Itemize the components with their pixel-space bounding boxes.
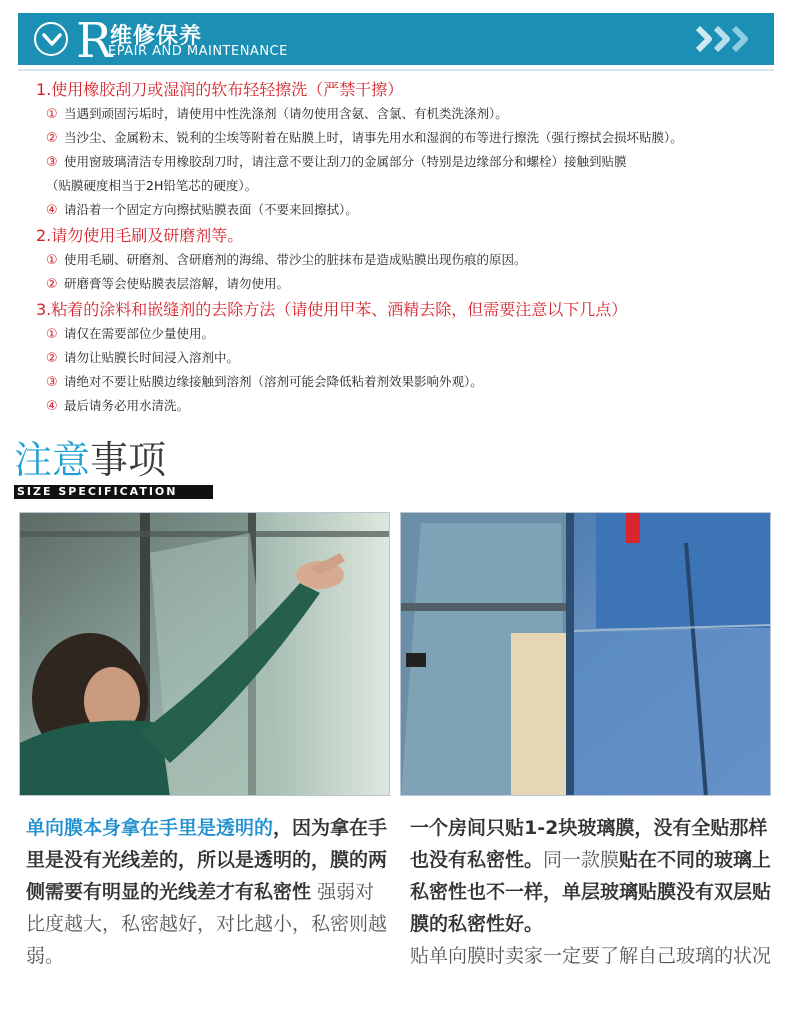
- maintenance-instructions: [36, 76, 776, 418]
- chevron-down-icon: [34, 22, 68, 56]
- section-banner: [18, 13, 774, 69]
- list-item: ② 研磨膏等会使贴膜表层溶解，请勿使用。: [46, 276, 290, 292]
- banner-title-cn: 维修保养: [110, 24, 203, 49]
- instruction-heading-3: 3.粘着的涂料和嵌缝剂的去除方法（请使用甲苯、酒精去除，但需要注意以下几点）: [36, 300, 628, 319]
- list-item: ④ 最后请务必用水清洗。: [46, 398, 190, 414]
- list-item: （贴膜硬度相当于2H铅笔芯的硬度）。: [46, 178, 258, 193]
- list-item: ① 使用毛刷、研磨剂、含研磨剂的海绵、带沙尘的脏抹布是造成贴膜出现伤痕的原因。: [46, 252, 527, 268]
- list-item: ② 当沙尘、金属粉末、锐利的尘埃等附着在贴膜上时，请事先用水和湿润的布等进行擦洗（强行擦拭会损坏贴膜）。: [46, 130, 683, 146]
- instruction-heading-1: 1.使用橡胶刮刀或湿润的软布轻轻擦洗（严禁干擦）: [36, 80, 404, 99]
- photo-glass-panels: [400, 512, 771, 796]
- instruction-heading-2: 2.请勿使用毛刷及研磨剂等。: [36, 226, 244, 245]
- divider: [18, 69, 774, 71]
- list-item: ④ 请沿着一个固定方向擦拭贴膜表面（不要来回擦拭）。: [46, 202, 358, 218]
- list-item: ① 当遇到顽固污垢时，请使用中性洗涤剂（请勿使用含氨、含氯、有机类洗涤剂）。: [46, 106, 508, 122]
- section-title: 注意事项: [14, 438, 167, 482]
- caption-left: 单向膜本身拿在手里是透明的，因为拿在手里是没有光线差的，所以是透明的，膜的两侧需要有明显的光线差才有私密性 强弱对比度越大，私密越好，对比越小，私密则越弱。: [26, 817, 388, 967]
- list-item: ③ 使用窗玻璃清洁专用橡胶刮刀时，请注意不要让刮刀的金属部分（特别是边缘部分和螺栓）接触到贴膜: [46, 154, 627, 170]
- list-item: ② 请勿让贴膜长时间浸入溶剂中。: [46, 350, 240, 366]
- list-item: ① 请仅在需要部位少量使用。: [46, 326, 215, 342]
- caption-right: 一个房间只贴1-2块玻璃膜，没有全贴那样也没有私密性。同一款膜贴在不同的玻璃上私密性也不一样，单层玻璃贴膜没有双层贴膜的私密性好。 贴单向膜时卖家一定要了解自己玻璃的状况: [410, 817, 772, 967]
- photo-film-application: [19, 512, 390, 796]
- list-item: ③ 请绝对不要让贴膜边缘接触到溶剂（溶剂可能会降低粘着剂效果影响外观）。: [46, 374, 483, 390]
- banner-title-en: EPAIR AND MAINTENANCE: [108, 44, 288, 59]
- section-subtitle: SIZE SPECIFICATION: [14, 485, 213, 499]
- triple-chevron-right-icon: [694, 25, 756, 57]
- banner-big-letter: R: [76, 13, 113, 69]
